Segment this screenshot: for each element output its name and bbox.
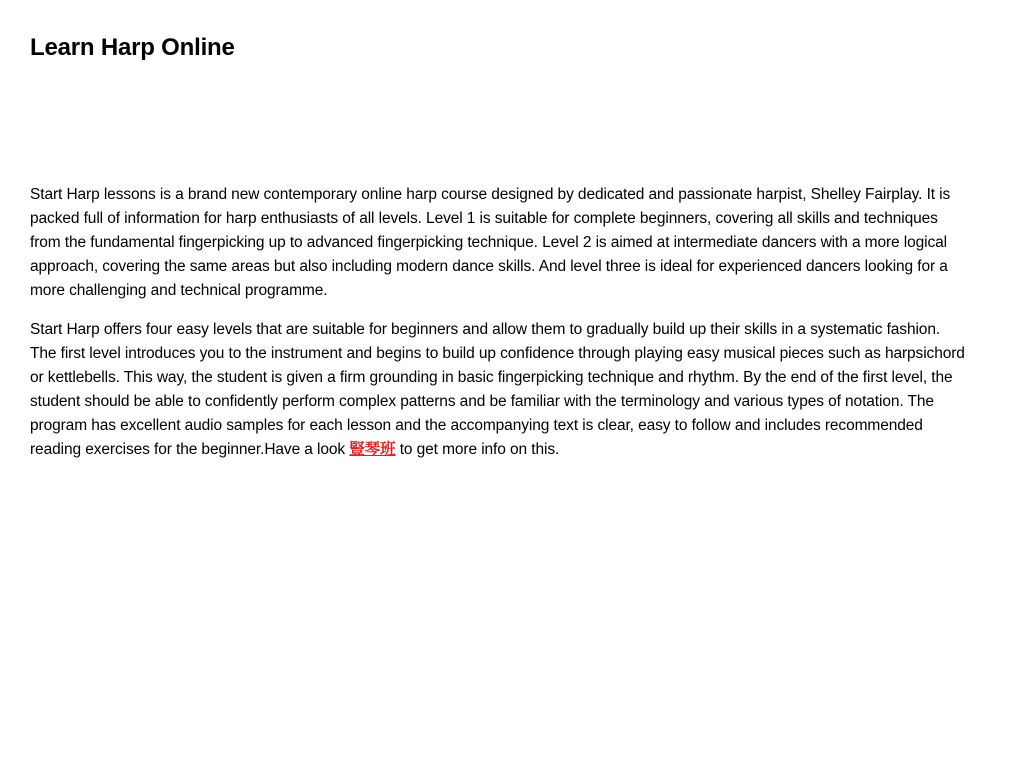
harp-class-link[interactable]: 豎琴班 — [349, 441, 396, 458]
body-text — [30, 183, 970, 477]
paragraph-levels-text: Start Harp offers four easy levels that are suitable for beginners and allow them to gradually build up their skills in a systematic fashion. The first level introduces you to the instrument and begins to build up confidence through playing easy musical pieces such as harpsichord or kettlebells. This way, the student is given a firm grounding in basic fingerpicking technique and rhythm. By the end of the first level, the student should be able to confidently perform complex patterns and be familiar with the terminology and various types of notation. The program has excellent audio samples for each lesson and the accompanying text is clear, easy to follow and includes recommended reading exercises for the beginner.Have a look — [30, 321, 965, 458]
page-title: Learn Harp Online — [30, 34, 235, 61]
paragraph-levels-ending: to get more info on this. — [395, 441, 560, 458]
paragraph-intro: Start Harp lessons is a brand new contemporary online harp course designed by dedicated and passionate harpist, Shelley Fairplay. It is packed full of information for harp enthusiasts of all levels. Level 1 is suitable for complete beginners, covering all skills and techniques from the fundamental fingerpicking up to advanced fingerpicking technique. Level 2 is aimed at intermediate dancers with a more logical approach, covering the same areas but also including modern dance skills. And level three is ideal for experienced dancers looking for a more challenging and technical programme. — [30, 186, 951, 299]
paragraph-levels — [30, 318, 970, 462]
